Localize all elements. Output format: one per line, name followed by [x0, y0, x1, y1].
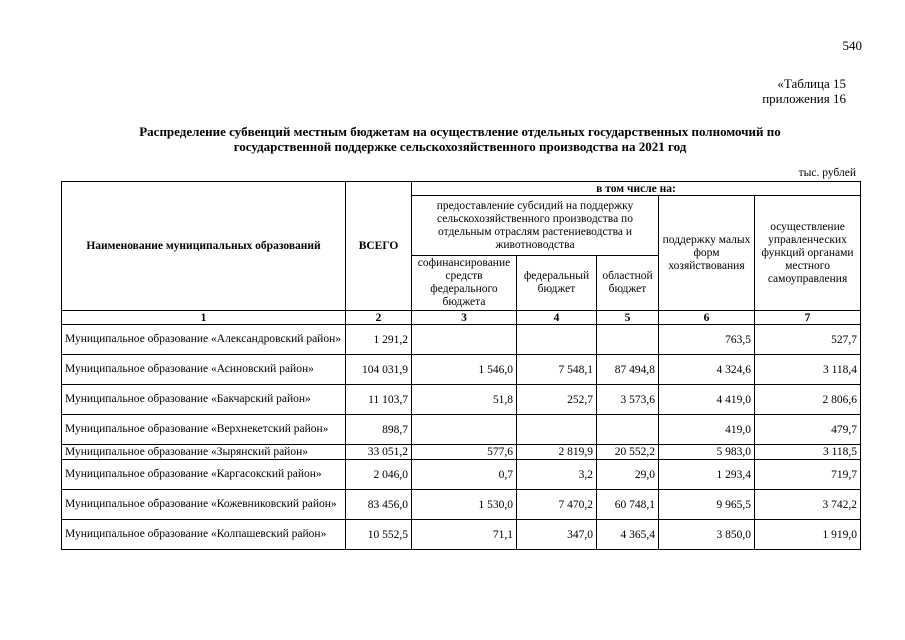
federal-value	[517, 415, 597, 445]
municipality-name: Муниципальное образование «Зырянский район»	[62, 445, 346, 460]
header-regional: областной бюджет	[597, 256, 659, 311]
admin-value: 527,7	[755, 325, 861, 355]
cofinancing-value: 577,6	[412, 445, 517, 460]
small-forms-value: 4 324,6	[659, 355, 755, 385]
table-row	[62, 460, 861, 490]
total-value: 898,7	[346, 415, 412, 445]
cofinancing-value: 1 546,0	[412, 355, 517, 385]
regional-value: 20 552,2	[597, 445, 659, 460]
table-row	[62, 520, 861, 550]
admin-value: 719,7	[755, 460, 861, 490]
title-line-1: Распределение субвенций местным бюджетам на осуществление отдельных государственных полномочий по	[139, 124, 781, 139]
admin-value: 3 118,4	[755, 355, 861, 385]
small-forms-value: 5 983,0	[659, 445, 755, 460]
cofinancing-value: 1 530,0	[412, 490, 517, 520]
table-row	[62, 325, 861, 355]
municipality-name: Муниципальное образование «Верхнекетский район»	[62, 415, 346, 445]
table-reference-line-1: «Таблица 15	[777, 76, 846, 91]
admin-value: 1 919,0	[755, 520, 861, 550]
column-number: 7	[755, 311, 861, 325]
regional-value: 4 365,4	[597, 520, 659, 550]
cofinancing-value: 0,7	[412, 460, 517, 490]
table-row	[62, 415, 861, 445]
federal-value: 2 819,9	[517, 445, 597, 460]
total-value: 10 552,5	[346, 520, 412, 550]
column-number: 4	[517, 311, 597, 325]
admin-value: 3 118,5	[755, 445, 861, 460]
page-number: 540	[842, 38, 862, 53]
document-title	[60, 124, 860, 154]
regional-value	[597, 325, 659, 355]
municipality-name: Муниципальное образование «Бакчарский район»	[62, 385, 346, 415]
column-number: 6	[659, 311, 755, 325]
column-number: 2	[346, 311, 412, 325]
header-name: Наименование муниципальных образований	[62, 182, 346, 311]
municipality-name: Муниципальное образование «Каргасокский район»	[62, 460, 346, 490]
header-federal: федеральный бюджет	[517, 256, 597, 311]
small-forms-value: 419,0	[659, 415, 755, 445]
federal-value: 252,7	[517, 385, 597, 415]
municipality-name: Муниципальное образование «Кожевниковский район»	[62, 490, 346, 520]
total-value: 104 031,9	[346, 355, 412, 385]
federal-value: 7 548,1	[517, 355, 597, 385]
total-value: 1 291,2	[346, 325, 412, 355]
header-including: в том числе на:	[412, 182, 861, 196]
cofinancing-value	[412, 415, 517, 445]
column-number: 1	[62, 311, 346, 325]
total-value: 83 456,0	[346, 490, 412, 520]
column-number: 3	[412, 311, 517, 325]
admin-value: 2 806,6	[755, 385, 861, 415]
table-reference-line-2: приложения 16	[762, 91, 846, 106]
regional-value: 29,0	[597, 460, 659, 490]
cofinancing-value: 51,8	[412, 385, 517, 415]
cofinancing-value: 71,1	[412, 520, 517, 550]
admin-value: 479,7	[755, 415, 861, 445]
federal-value	[517, 325, 597, 355]
municipality-name: Муниципальное образование «Колпашевский район»	[62, 520, 346, 550]
small-forms-value: 4 419,0	[659, 385, 755, 415]
table-row	[62, 385, 861, 415]
small-forms-value: 1 293,4	[659, 460, 755, 490]
total-value: 2 046,0	[346, 460, 412, 490]
regional-value: 87 494,8	[597, 355, 659, 385]
header-admin-functions: осуществление управленческих функций органами местного самоуправления	[755, 196, 861, 311]
municipality-name: Муниципальное образование «Александровский район»	[62, 325, 346, 355]
units-label: тыс. рублей	[798, 167, 856, 179]
small-forms-value: 9 965,5	[659, 490, 755, 520]
header-cofinancing: софинансирование средств федерального бюджета	[412, 256, 517, 311]
header-small-forms: поддержку малых форм хозяйствования	[659, 196, 755, 311]
total-value: 33 051,2	[346, 445, 412, 460]
regional-value: 60 748,1	[597, 490, 659, 520]
municipality-name: Муниципальное образование «Асиновский район»	[62, 355, 346, 385]
table-row	[62, 445, 861, 460]
table-row	[62, 355, 861, 385]
federal-value: 7 470,2	[517, 490, 597, 520]
small-forms-value: 3 850,0	[659, 520, 755, 550]
small-forms-value: 763,5	[659, 325, 755, 355]
header-subsidies: предоставление субсидий на поддержку сельскохозяйственного производства по отдельным отраслям растениеводства и животноводства	[412, 196, 659, 256]
header-total: ВСЕГО	[346, 182, 412, 311]
total-value: 11 103,7	[346, 385, 412, 415]
cofinancing-value	[412, 325, 517, 355]
table-reference	[700, 76, 846, 106]
federal-value: 3,2	[517, 460, 597, 490]
title-line-2: государственной поддержке сельскохозяйственного производства на 2021 год	[233, 139, 687, 154]
subventions-table	[61, 181, 861, 550]
admin-value: 3 742,2	[755, 490, 861, 520]
table-row	[62, 490, 861, 520]
column-number: 5	[597, 311, 659, 325]
regional-value: 3 573,6	[597, 385, 659, 415]
federal-value: 347,0	[517, 520, 597, 550]
regional-value	[597, 415, 659, 445]
column-numbers-row	[62, 311, 861, 325]
